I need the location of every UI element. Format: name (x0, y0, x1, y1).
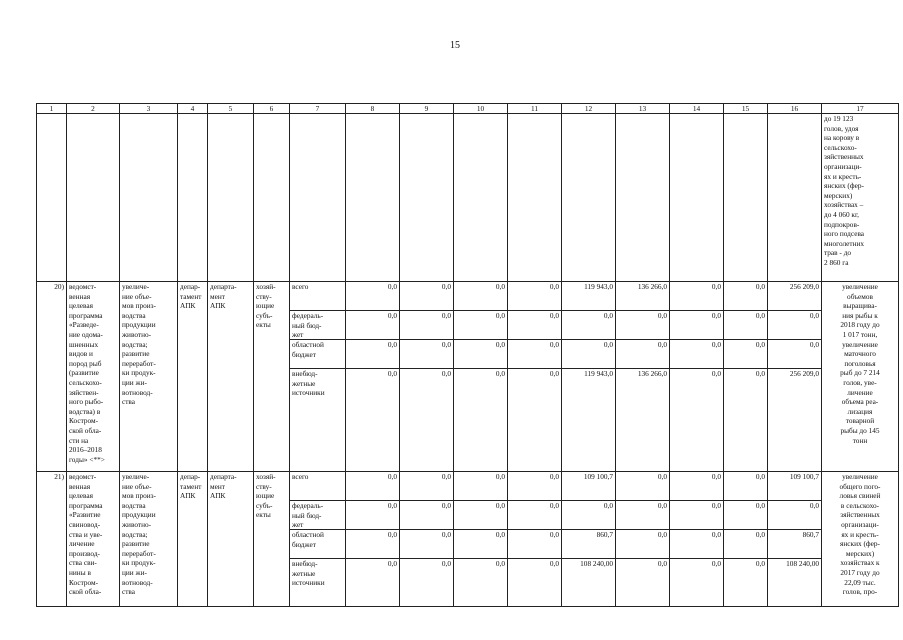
text-line: областной (292, 340, 324, 349)
text-line: департа- (210, 282, 237, 291)
amount-value: 0,0 (346, 339, 399, 368)
amount-value: 0,0 (508, 339, 561, 368)
text-line: ющие (256, 491, 275, 501)
text-line: сельскохо- (824, 142, 857, 152)
text-line: жет (292, 520, 304, 529)
text-line: депар- (180, 472, 201, 481)
text-line: субъ- (256, 310, 273, 320)
amount-value: 0,0 (346, 529, 399, 558)
amount-value: 0,0 (768, 500, 821, 529)
text-line: многолетних (824, 238, 865, 248)
amount-value: 0,0 (387, 472, 397, 481)
header-cell-13: 13 (616, 104, 670, 114)
text-line: ства сви- (69, 558, 97, 568)
header-cell-17: 17 (822, 104, 899, 114)
text-line: сти на (69, 435, 89, 445)
header-cell-5: 5 (208, 104, 254, 114)
funding-source-cell (290, 472, 346, 607)
amount-value: 0,0 (549, 472, 559, 481)
amount-value: 860,7 (562, 529, 615, 558)
text-line: программа (69, 310, 103, 320)
amount-value: 136 266,0 (637, 282, 667, 291)
header-cell-9: 9 (400, 104, 454, 114)
text-line: хозяй- (256, 472, 276, 481)
text-line: ства и уве- (69, 529, 103, 539)
text-line: екты (256, 510, 271, 520)
text-line: водства; (122, 339, 148, 349)
text-line: годы» <**> (69, 454, 105, 464)
text-line: свиновод- (69, 519, 101, 529)
text-line: федераль- (292, 311, 324, 320)
text-line: ской обла- (69, 425, 102, 435)
text-line: внебюд- (292, 559, 318, 568)
amount-value: 0,0 (562, 339, 615, 368)
text-line: маточного (844, 349, 876, 359)
text-line: до 4 060 кг, (824, 209, 859, 219)
coexecutor-cell (208, 472, 254, 607)
amount-cell (616, 472, 670, 607)
amount-value: 0,0 (441, 282, 451, 291)
text-line: тамент (180, 481, 202, 491)
text-line: пород рыб (69, 358, 102, 368)
amount-value: 0,0 (768, 339, 821, 368)
amount-value: 0,0 (508, 558, 561, 587)
amount-value: 0,0 (755, 282, 765, 291)
text-line: ловья свиней (839, 491, 881, 501)
amount-value: 256 209,0 (768, 368, 821, 397)
text-line: подпокров- (824, 219, 860, 229)
text-line: рыбы до 145 (840, 425, 880, 435)
text-line: ный бюд- (292, 510, 322, 520)
amount-value: 0,0 (400, 368, 453, 397)
text-line: до 19 123 (824, 114, 854, 123)
text-line: всего (292, 472, 309, 481)
amount-cell (400, 472, 454, 607)
amount-value: 0,0 (724, 339, 767, 368)
result-cell (822, 114, 899, 282)
text-line: голов, удоя (824, 123, 859, 133)
continued-row (37, 114, 899, 282)
amount-cell (562, 282, 616, 472)
amount-value: 0,0 (562, 500, 615, 529)
funding-source-cell (290, 282, 346, 472)
amount-cell (724, 282, 768, 472)
amount-value: 0,0 (670, 339, 723, 368)
text-line: ству- (256, 481, 272, 491)
amount-cell (508, 282, 562, 472)
text-line: жетные (292, 568, 316, 578)
text-line: увеличение (842, 472, 878, 481)
text-line: трав - до (824, 248, 852, 258)
amount-value: 0,0 (346, 500, 399, 529)
participants-cell (254, 282, 290, 472)
amount-value: 109 100,7 (583, 472, 613, 481)
text-line: увеличе- (122, 472, 150, 481)
text-line: екты (256, 320, 271, 330)
text-line: АПК (180, 491, 196, 501)
text-line: депар- (180, 282, 201, 291)
text-line: Костром- (69, 577, 99, 587)
program-name-cell (67, 282, 120, 472)
amount-cell (670, 282, 724, 472)
text-line: водства; (122, 529, 148, 539)
text-line: ции жи- (122, 377, 147, 387)
amount-value: 0,0 (724, 500, 767, 529)
amount-value: 0,0 (616, 558, 669, 587)
text-line: ству- (256, 291, 272, 301)
goal-cell (120, 472, 178, 607)
amount-value: 0,0 (670, 529, 723, 558)
text-line: жет (292, 330, 304, 339)
text-line: мерских) (824, 190, 853, 200)
amount-value: 0,0 (400, 500, 453, 529)
header-cell-1: 1 (37, 104, 67, 114)
empty-cell (67, 114, 120, 282)
text-line: зяйствен- (69, 387, 99, 397)
text-line: ние одома- (69, 329, 103, 339)
text-line: янских (фер- (840, 539, 880, 549)
text-line: ства (122, 587, 136, 597)
amount-cell (562, 472, 616, 607)
text-line: программа (69, 500, 103, 510)
funding-source (290, 558, 345, 587)
text-line: развитие (122, 539, 150, 549)
participants-cell (254, 472, 290, 607)
text-line: сельскохо- (69, 377, 102, 387)
header-cell-10: 10 (454, 104, 508, 114)
amount-value: 0,0 (346, 558, 399, 587)
text-line: голов, про- (842, 587, 878, 597)
empty-cell (454, 114, 508, 282)
header-cell-3: 3 (120, 104, 178, 114)
amount-value: 0,0 (670, 368, 723, 397)
text-line: внебюд- (292, 369, 318, 378)
amount-cell (400, 282, 454, 472)
text-line: «Разведе- (69, 320, 99, 330)
amount-cell (768, 472, 822, 607)
amount-value: 0,0 (711, 472, 721, 481)
amount-value: 0,0 (454, 558, 507, 587)
text-line: объемов (847, 291, 873, 301)
page-number: 15 (450, 40, 460, 51)
empty-cell (178, 114, 208, 282)
text-line: Костром- (69, 416, 99, 426)
amount-value: 0,0 (670, 500, 723, 529)
text-line: ства (122, 397, 136, 407)
text-line: ный бюд- (292, 320, 322, 330)
text-line: переработ- (122, 358, 156, 368)
funding-source (290, 339, 345, 368)
text-line: целевая (69, 491, 93, 501)
text-line: целевая (69, 301, 93, 311)
text-line: рыб до 7 214 (840, 368, 880, 378)
text-line: субъ- (256, 500, 273, 510)
amount-value: 0,0 (495, 472, 505, 481)
amount-value: 0,0 (508, 310, 561, 339)
text-line: АПК (180, 301, 196, 311)
text-line: общего пого- (839, 481, 881, 491)
amount-value: 108 240,00 (562, 558, 615, 587)
program-table (36, 103, 899, 607)
text-line: ние объе- (122, 291, 152, 301)
text-line: в сельскохо- (840, 500, 880, 510)
header-cell-2: 2 (67, 104, 120, 114)
empty-cell (508, 114, 562, 282)
empty-cell (670, 114, 724, 282)
text-line: 2016–2018 (69, 445, 102, 455)
amount-cell (616, 282, 670, 472)
amount-value: 108 240,00 (768, 558, 821, 587)
funding-source (292, 472, 343, 500)
text-line: 1 017 тонн, (842, 329, 878, 339)
text-line: янских (фер- (824, 181, 864, 191)
text-line: зяйственных (824, 152, 864, 162)
amount-cell (670, 472, 724, 607)
result-cell (822, 472, 899, 607)
amount-value: 119 943,0 (584, 282, 613, 291)
amount-value: 0,0 (724, 368, 767, 397)
program-row (37, 282, 899, 472)
text-line: организаци- (824, 161, 862, 171)
amount-value: 0,0 (387, 282, 397, 291)
text-line: хозяйствах – (824, 200, 864, 210)
text-line: животно- (122, 329, 152, 339)
text-line: водства (122, 310, 146, 320)
text-line: животно- (122, 519, 152, 529)
empty-cell (616, 114, 670, 282)
executor-cell (178, 472, 208, 607)
text-line: ведомст- (69, 472, 97, 481)
amount-value: 0,0 (508, 500, 561, 529)
funding-source (290, 500, 345, 529)
amount-value: 0,0 (724, 558, 767, 587)
empty-cell (562, 114, 616, 282)
text-line: 22,09 тыс. (844, 577, 876, 587)
amount-cell (346, 282, 400, 472)
amount-value: 0,0 (454, 368, 507, 397)
text-line: АПК (210, 301, 226, 311)
text-line: областной (292, 530, 324, 539)
amount-value: 0,0 (400, 558, 453, 587)
text-line: тонн (852, 435, 868, 445)
text-line: вотновод- (122, 387, 153, 397)
text-line: выращива- (843, 301, 877, 311)
text-line: мерских) (845, 548, 875, 558)
amount-value: 0,0 (657, 472, 667, 481)
text-line: личение (847, 387, 873, 397)
text-line: вотновод- (122, 577, 153, 587)
text-line: бюджет (292, 539, 316, 549)
text-line: ки продук- (122, 368, 156, 378)
text-line: увеличе- (122, 282, 150, 291)
header-cell-15: 15 (724, 104, 768, 114)
text-line: мент (210, 481, 225, 491)
text-line: ние объе- (122, 481, 152, 491)
amount-value: 0,0 (616, 529, 669, 558)
header-cell-11: 11 (508, 104, 562, 114)
amount-value: 0,0 (346, 310, 399, 339)
text-line: товарной (845, 416, 875, 426)
text-line: федераль- (292, 501, 324, 510)
text-line: водства) в (69, 406, 101, 416)
funding-source (292, 282, 343, 310)
text-line: (развитие (69, 368, 99, 378)
text-line: ного подсева (824, 229, 865, 239)
text-line: продукции (122, 320, 156, 330)
funding-source (290, 529, 345, 558)
amount-value: 0,0 (616, 500, 669, 529)
text-line: лизация (847, 406, 873, 416)
amount-value: 0,0 (441, 472, 451, 481)
amount-value: 0,0 (508, 368, 561, 397)
text-line: ях и кресть- (841, 529, 879, 539)
empty-cell (400, 114, 454, 282)
text-line: ях и кресть- (824, 171, 862, 181)
empty-cell (290, 114, 346, 282)
text-line: 2 860 га (824, 257, 849, 267)
text-line: 2017 году до (840, 567, 880, 577)
text-line: ской обла- (69, 587, 102, 597)
text-line: производ- (69, 548, 100, 558)
empty-cell (208, 114, 254, 282)
text-line: бюджет (292, 349, 316, 359)
amount-cell (508, 472, 562, 607)
header-cell-6: 6 (254, 104, 290, 114)
amount-value: 136 266,0 (616, 368, 669, 397)
text-line: объема реа- (841, 397, 879, 407)
text-line: зяйственных (840, 510, 880, 520)
text-line: тамент (180, 291, 202, 301)
amount-value: 0,0 (768, 310, 821, 339)
text-line: хозяйствах к (840, 558, 880, 568)
program-row (37, 472, 899, 607)
amount-value: 0,0 (454, 339, 507, 368)
header-cell-4: 4 (178, 104, 208, 114)
text-line: увеличение (842, 282, 878, 291)
amount-value: 0,0 (670, 310, 723, 339)
amount-value: 0,0 (495, 282, 505, 291)
text-line: мов произ- (122, 491, 156, 501)
text-line: ведомст- (69, 282, 97, 291)
amount-cell (346, 472, 400, 607)
row-number: 21) (37, 472, 67, 607)
header-cell-7: 7 (290, 104, 346, 114)
text-line: переработ- (122, 548, 156, 558)
amount-value: 0,0 (454, 310, 507, 339)
text-line: ющие (256, 301, 275, 311)
amount-value: 0,0 (755, 472, 765, 481)
text-line: на корову в (824, 133, 860, 143)
amount-value: 109 100,7 (789, 472, 819, 481)
text-line: 2018 году до (840, 320, 880, 330)
header-cell-16: 16 (768, 104, 822, 114)
text-line: венная (69, 481, 91, 491)
text-line: организаци- (841, 519, 879, 529)
amount-value: 0,0 (454, 500, 507, 529)
amount-cell (724, 472, 768, 607)
text-line: ния рыбы к (842, 310, 878, 320)
text-line: венная (69, 291, 91, 301)
amount-value: 0,0 (549, 282, 559, 291)
empty-cell (254, 114, 290, 282)
amount-value: 256 209,0 (789, 282, 819, 291)
empty-cell (768, 114, 822, 282)
empty-cell (37, 114, 67, 282)
amount-value: 0,0 (400, 310, 453, 339)
text-line: нины в (69, 567, 91, 577)
text-line: продукции (122, 510, 156, 520)
amount-cell (454, 472, 508, 607)
empty-cell (724, 114, 768, 282)
text-line: водства (122, 500, 146, 510)
amount-cell (768, 282, 822, 472)
amount-value: 0,0 (562, 310, 615, 339)
text-line: личение (69, 539, 95, 549)
amount-value: 0,0 (616, 310, 669, 339)
amount-value: 0,0 (724, 529, 767, 558)
text-line: хозяй- (256, 282, 276, 291)
text-line: мов произ- (122, 301, 156, 311)
funding-source (290, 310, 345, 339)
amount-value: 0,0 (346, 368, 399, 397)
text-line: голов, уве- (843, 377, 877, 387)
text-line: «Развитие (69, 510, 101, 520)
amount-value: 119 943,0 (562, 368, 615, 397)
program-name-cell (67, 472, 120, 607)
amount-value: 0,0 (711, 282, 721, 291)
text-line: видов и (69, 349, 93, 359)
text-line: увеличение (842, 339, 878, 349)
funding-source (290, 368, 345, 397)
text-line: жетные (292, 378, 316, 388)
result-cell (822, 282, 899, 472)
amount-value: 0,0 (400, 339, 453, 368)
header-row (37, 104, 899, 114)
text-line: поголовья (844, 358, 876, 368)
empty-cell (346, 114, 400, 282)
coexecutor-cell (208, 282, 254, 472)
amount-cell (454, 282, 508, 472)
text-line: развитие (122, 349, 150, 359)
text-line: источники (292, 578, 325, 587)
text-line: департа- (210, 472, 237, 481)
header-cell-14: 14 (670, 104, 724, 114)
text-line: АПК (210, 491, 226, 501)
text-line: всего (292, 282, 309, 291)
empty-cell (120, 114, 178, 282)
executor-cell (178, 282, 208, 472)
amount-value: 0,0 (670, 558, 723, 587)
text-line: ки продук- (122, 558, 156, 568)
amount-value: 0,0 (616, 339, 669, 368)
text-line: шненных (69, 339, 99, 349)
amount-value: 0,0 (508, 529, 561, 558)
text-line: ного рыбо- (69, 397, 104, 407)
text-line: ции жи- (122, 567, 147, 577)
header-cell-8: 8 (346, 104, 400, 114)
header-cell-12: 12 (562, 104, 616, 114)
row-number: 20) (37, 282, 67, 472)
goal-cell (120, 282, 178, 472)
amount-value: 0,0 (454, 529, 507, 558)
amount-value: 860,7 (768, 529, 821, 558)
amount-value: 0,0 (724, 310, 767, 339)
text-line: мент (210, 291, 225, 301)
amount-value: 0,0 (400, 529, 453, 558)
text-line: источники (292, 388, 325, 397)
